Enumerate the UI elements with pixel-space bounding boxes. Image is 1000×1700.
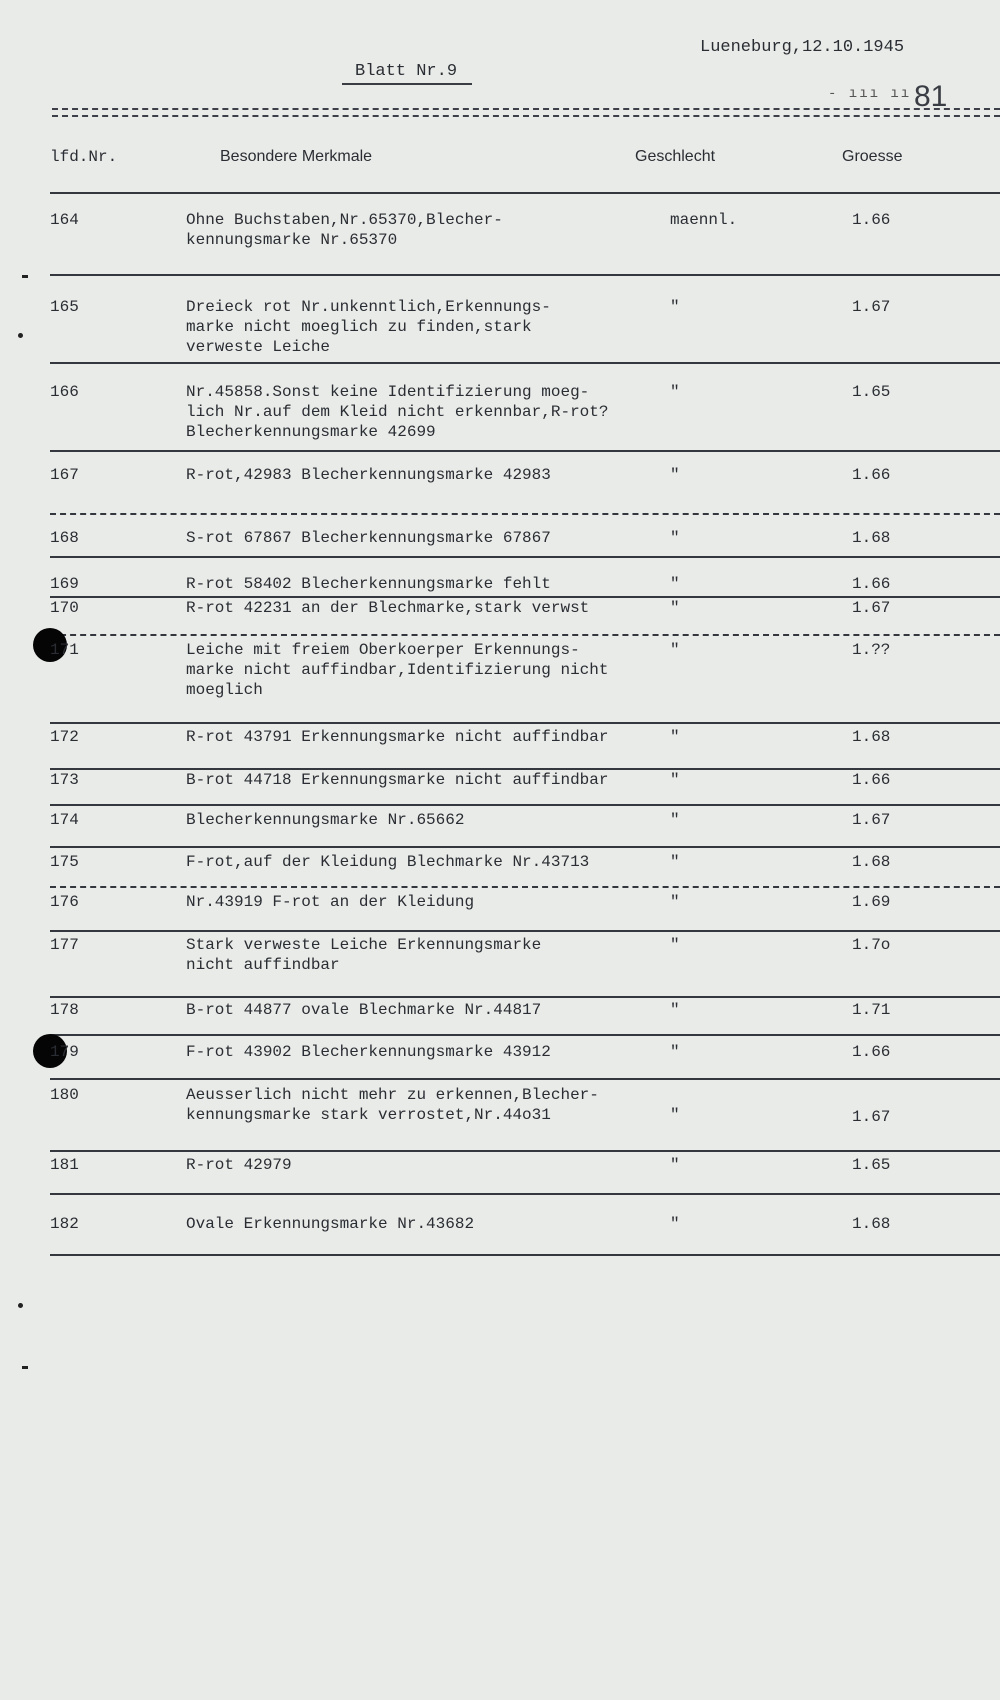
place-date: Lueneburg,12.10.1945	[700, 38, 905, 57]
row-sex: "	[670, 383, 680, 401]
margin-tick	[22, 1366, 28, 1369]
row-nr: 180	[50, 1086, 79, 1104]
row-nr: 171	[50, 641, 79, 659]
row-features: Stark verweste Leiche Erkennungsmarke nicht auffindbar	[186, 936, 542, 974]
row-features: R-rot,42983 Blecherkennungsmarke 42983	[186, 466, 551, 484]
row-sex: "	[670, 298, 680, 316]
row-features: Nr.45858.Sonst keine Identifizierung moeg- lich Nr.auf dem Kleid nicht erkennbar,R-rot? Blecherkennungsmarke 42699	[186, 383, 609, 441]
row-nr: 175	[50, 853, 79, 871]
row-rule	[50, 886, 1000, 888]
column-header-features: Besondere Merkmale	[220, 148, 373, 165]
row-size: 1.66	[852, 1043, 891, 1061]
row-sex: "	[670, 1106, 680, 1124]
row-rule	[50, 1150, 1000, 1152]
row-size: 1.69	[852, 893, 891, 911]
row-rule	[50, 1193, 1000, 1195]
row-sex: "	[670, 1043, 680, 1061]
row-size: 1.68	[852, 853, 891, 871]
row-sex: "	[670, 1156, 680, 1174]
row-rule	[50, 274, 1000, 276]
row-nr: 164	[50, 211, 79, 229]
row-features: B-rot 44877 ovale Blechmarke Nr.44817	[186, 1001, 542, 1019]
row-nr: 178	[50, 1001, 79, 1019]
row-nr: 176	[50, 893, 79, 911]
row-nr: 170	[50, 599, 79, 617]
row-nr: 177	[50, 936, 79, 954]
row-features: Blecherkennungsmarke Nr.65662	[186, 811, 465, 829]
row-sex: maennl.	[670, 211, 738, 229]
row-sex: "	[670, 529, 680, 547]
row-size: 1.??	[852, 641, 891, 659]
row-sex: "	[670, 575, 680, 593]
stamp-mark: - ııı ıı .	[828, 86, 933, 102]
row-sex: "	[670, 599, 680, 617]
row-nr: 182	[50, 1215, 79, 1233]
row-features: R-rot 58402 Blecherkennungsmarke fehlt	[186, 575, 551, 593]
row-features: Aeusserlich nicht mehr zu erkennen,Blecher- kennungsmarke stark verrostet,Nr.44o31	[186, 1086, 599, 1124]
row-size: 1.68	[852, 728, 891, 746]
row-sex: "	[670, 771, 680, 789]
column-header-sex: Geschlecht	[635, 148, 716, 165]
row-sex: "	[670, 1001, 680, 1019]
row-nr: 169	[50, 575, 79, 593]
row-rule	[50, 722, 1000, 724]
row-size: 1.67	[852, 1108, 891, 1126]
row-nr: 181	[50, 1156, 79, 1174]
row-nr: 166	[50, 383, 79, 401]
row-rule	[50, 804, 1000, 806]
row-nr: 168	[50, 529, 79, 547]
row-size: 1.67	[852, 811, 891, 829]
row-size: 1.65	[852, 1156, 891, 1174]
row-sex: "	[670, 811, 680, 829]
row-nr: 179	[50, 1043, 79, 1061]
row-sex: "	[670, 728, 680, 746]
row-features: Ovale Erkennungsmarke Nr.43682	[186, 1215, 475, 1233]
row-features: B-rot 44718 Erkennungsmarke nicht auffindbar	[186, 771, 609, 789]
row-features: F-rot,auf der Kleidung Blechmarke Nr.43713	[186, 853, 590, 871]
row-rule	[50, 1034, 1000, 1036]
row-features: R-rot 42231 an der Blechmarke,stark verwst	[186, 599, 590, 617]
row-rule	[50, 846, 1000, 848]
row-features: R-rot 42979	[186, 1156, 292, 1174]
title-underline	[342, 83, 472, 85]
row-nr: 174	[50, 811, 79, 829]
row-features: Dreieck rot Nr.unkenntlich,Erkennungs- marke nicht moeglich zu finden,stark verweste Leiche	[186, 298, 551, 356]
column-header-nr: lfd.Nr.	[50, 148, 118, 166]
margin-dot	[18, 333, 23, 338]
row-features: F-rot 43902 Blecherkennungsmarke 43912	[186, 1043, 551, 1061]
row-rule	[50, 1254, 1000, 1256]
row-size: 1.71	[852, 1001, 891, 1019]
row-sex: "	[670, 641, 680, 659]
row-sex: "	[670, 893, 680, 911]
row-rule	[50, 556, 1000, 558]
column-header-size: Groesse	[842, 148, 903, 165]
row-sex: "	[670, 466, 680, 484]
row-sex: "	[670, 1215, 680, 1233]
row-size: 1.66	[852, 771, 891, 789]
row-size: 1.66	[852, 211, 891, 229]
row-size: 1.66	[852, 575, 891, 593]
row-nr: 172	[50, 728, 79, 746]
row-size: 1.68	[852, 1215, 891, 1233]
margin-tick	[22, 275, 28, 278]
row-features: Leiche mit freiem Oberkoerper Erkennungs- marke nicht auffindbar,Identifizierung nicht moeglich	[186, 641, 609, 699]
row-nr: 167	[50, 466, 79, 484]
row-size: 1.65	[852, 383, 891, 401]
row-sex: "	[670, 936, 680, 954]
row-rule	[50, 450, 1000, 452]
row-size: 1.68	[852, 529, 891, 547]
sheet-title: Blatt Nr.9	[355, 62, 458, 81]
row-features: Nr.43919 F-rot an der Kleidung	[186, 893, 475, 911]
row-size: 1.7o	[852, 936, 891, 954]
margin-dot	[18, 1303, 23, 1308]
row-size: 1.66	[852, 466, 891, 484]
row-sex: "	[670, 853, 680, 871]
page-number: 81	[914, 80, 948, 113]
row-rule	[50, 930, 1000, 932]
row-rule	[50, 996, 1000, 998]
row-rule	[50, 362, 1000, 364]
row-size: 1.67	[852, 298, 891, 316]
row-rule	[50, 634, 1000, 636]
row-size: 1.67	[852, 599, 891, 617]
row-features: S-rot 67867 Blecherkennungsmarke 67867	[186, 529, 551, 547]
row-features: R-rot 43791 Erkennungsmarke nicht auffindbar	[186, 728, 609, 746]
header-rule	[50, 192, 1000, 194]
header-double-rule	[52, 108, 1000, 117]
row-rule	[50, 513, 1000, 515]
row-features: Ohne Buchstaben,Nr.65370,Blecher- kennungsmarke Nr.65370	[186, 211, 503, 249]
row-rule	[50, 1078, 1000, 1080]
row-nr: 173	[50, 771, 79, 789]
row-nr: 165	[50, 298, 79, 316]
